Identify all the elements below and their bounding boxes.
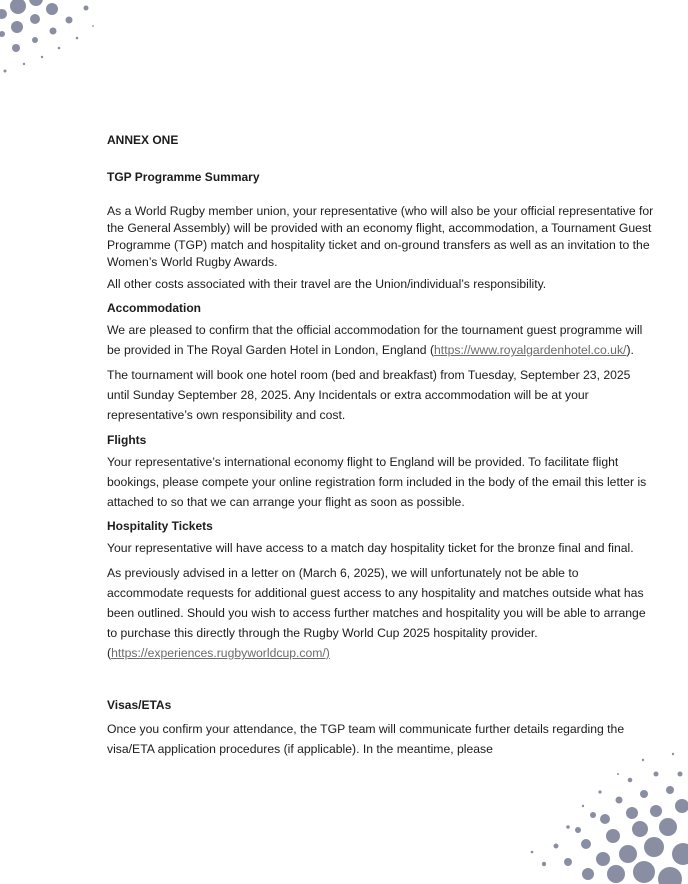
flights-paragraph: Your representative’s international economy flight to England will be provided. To facilitate flight bookings, please compete your online registration form included in the body of the email this letter is attached to so that we can arrange your flight as soon as possible. (107, 455, 647, 509)
hospitality-paragraph-1: Your representative will have access to a match day hospitality ticket for the bronze final and final. (107, 541, 634, 555)
decorative-dot-pattern-top-left (0, 0, 130, 120)
hospitality-provider-link[interactable]: https://experiences.rugbyworldcup.com/) (111, 646, 330, 660)
visas-paragraph: Once you confirm your attendance, the TGP team will communicate further details regarding the visa/ETA application procedures (if applicable). In the meantime, please (107, 722, 625, 756)
summary-paragraph-1: As a World Rugby member union, your representative (who will also be your official representative for the General Assembly) will be provided with an economy flight, accommodation, a Tournament Guest Programme (TGP) match and hospitality ticket and on-ground transfers as well as an invitation to the Women’s World Rugby Awards. (107, 204, 654, 269)
accommodation-text: We are pleased to confirm that the official accommodation for the tournament guest programme will be provided in The Royal Garden Hotel in London, England ( (107, 323, 643, 357)
hotel-link[interactable]: https://www.royalgardenhotel.co.uk/ (434, 343, 627, 357)
accommodation-text-end: ). (626, 343, 634, 357)
accommodation-paragraph-1 (107, 320, 655, 360)
annex-title: ANNEX ONE (107, 133, 179, 147)
hospitality-paragraph-2 (107, 563, 655, 663)
accommodation-heading: Accommodation (107, 301, 202, 315)
hospitality-text: As previously advised in a letter on (March 6, 2025), we will unfortunately not be able to accommodate requests for additional guest access to any hospitality and matches outside what has been outlined. Should you wish to access further matches and hospitality you will be able to arrange to purchase this directly through the Rugby World Cup 2025 hospitality provider. ( (107, 566, 646, 660)
flights-heading: Flights (107, 433, 147, 447)
visas-heading: Visas/ETAs (107, 698, 172, 712)
summary-paragraph-2: All other costs associated with their travel are the Union/individual’s responsibility. (107, 277, 547, 291)
hospitality-heading: Hospitality Tickets (107, 519, 213, 533)
summary-heading: TGP Programme Summary (107, 170, 260, 184)
accommodation-paragraph-2: The tournament will book one hotel room (bed and breakfast) from Tuesday, September 23, 2025 until Sunday September 28, 2025. Any Incidentals or extra accommodation will be at your representative’s own responsibility and cost. (107, 368, 631, 422)
document-body (107, 132, 655, 759)
